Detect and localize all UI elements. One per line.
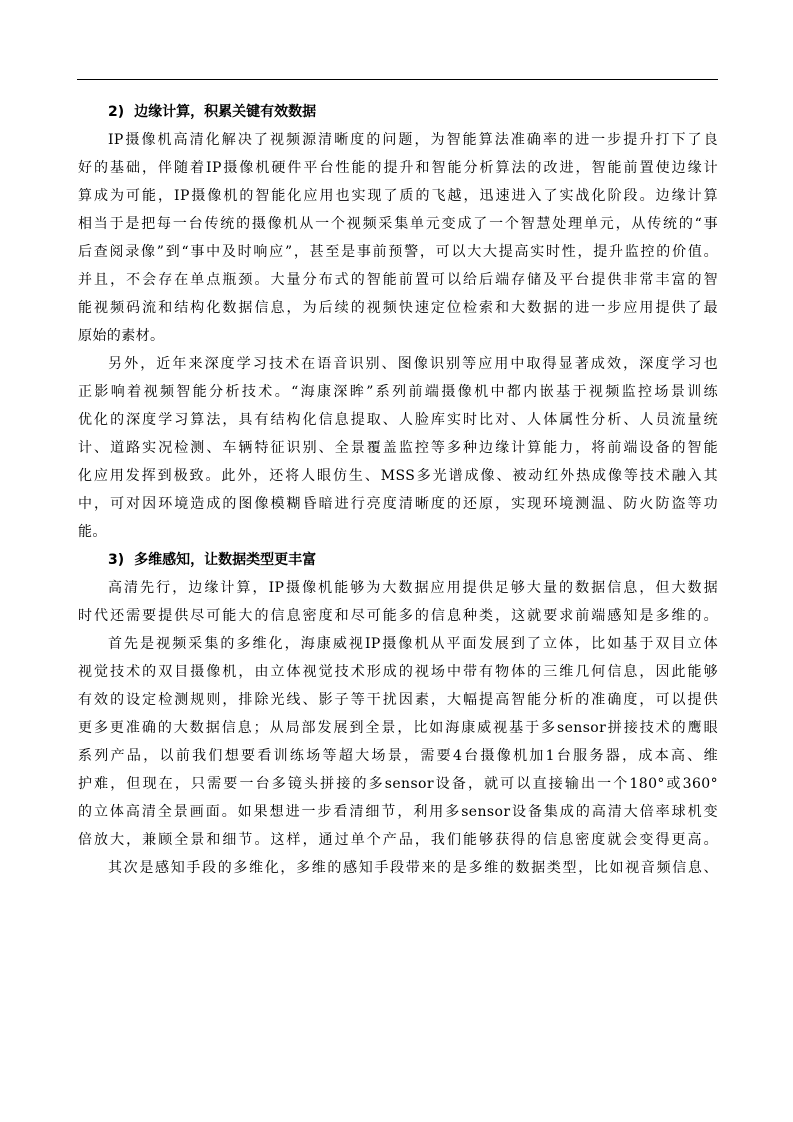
text-line: 高清先行，边缘计算，IP摄像机能够为大数据应用提供足够大量的数据信息，但大数据 bbox=[108, 580, 718, 596]
text-line: 有效的设定检测规则，排除光线、影子等干扰因素，大幅提高智能分析的准确度，可以提供 bbox=[78, 692, 718, 708]
text-line: 算成为可能，IP摄像机的智能化应用也实现了质的飞越，迅速进入了实战化阶段。边缘计算 bbox=[78, 188, 718, 204]
text-line: 原始的素材。 bbox=[78, 328, 165, 344]
text-line: 计、道路实况检测、车辆特征识别、全景覆盖监控等多种边缘计算能力，将前端设备的智能 bbox=[78, 440, 718, 456]
text-line: 系列产品，以前我们想要看训练场等超大场景，需要4台摄像机加1台服务器，成本高、维 bbox=[78, 748, 718, 764]
text-line: 时代还需要提供尽可能大的信息密度和尽可能多的信息种类，这就要求前端感知是多维的。 bbox=[78, 608, 718, 624]
text-line: 能视频码流和结构化数据信息，为后续的视频快速定位检索和大数据的进一步应用提供了最 bbox=[78, 300, 718, 316]
text-line: 并且，不会存在单点瓶颈。大量分布式的智能前置可以给后端存储及平台提供非常丰富的智 bbox=[78, 272, 718, 288]
text-line: 化应用发挥到极致。此外，还将人眼仿生、MSS多光谱成像、被动红外热成像等技术融入其 bbox=[78, 468, 718, 484]
text-line: IP摄像机高清化解决了视频源清晰度的问题，为智能算法准确率的进一步提升打下了良 bbox=[108, 132, 718, 148]
paragraph bbox=[78, 574, 718, 630]
text-line: 另外，近年来深度学习技术在语音识别、图像识别等应用中取得显著成效，深度学习也 bbox=[108, 356, 718, 372]
text-line: 能。 bbox=[78, 524, 107, 540]
text-line: 优化的深度学习算法，具有结构化信息提取、人脸库实时比对、人体属性分析、人员流量统 bbox=[78, 412, 718, 428]
text-line: 更多更准确的大数据信息；从局部发展到全景，比如海康威视基于多sensor拼接技术的鹰眼 bbox=[78, 720, 718, 736]
text-line: 中，可对因环境造成的图像模糊昏暗进行亮度清晰度的还原，实现环境测温、防火防盗等功 bbox=[78, 496, 718, 512]
section-title: 边缘计算，积累关键有效数据 bbox=[134, 104, 317, 120]
text-line: 相当于是把每一台传统的摄像机从一个视频采集单元变成了一个智慧处理单元，从传统的“事 bbox=[78, 216, 718, 232]
text-line: 其次是感知手段的多维化，多维的感知手段带来的是多维的数据类型，比如视音频信息、 bbox=[108, 860, 718, 876]
text-line: 视觉技术的双目摄像机，由立体视觉技术形成的视场中带有物体的三维几何信息，因此能够 bbox=[78, 664, 718, 680]
text-line: 倍放大，兼顾全景和细节。这样，通过单个产品，我们能够获得的信息密度就会变得更高。 bbox=[78, 832, 718, 848]
section-number: 3) bbox=[108, 552, 125, 568]
text-line: 好的基础，伴随着IP摄像机硬件平台性能的提升和智能分析算法的改进，智能前置使边缘计 bbox=[78, 160, 718, 176]
text-line: 的立体高清全景画面。如果想进一步看清细节，利用多sensor设备集成的高清大倍率球机变 bbox=[78, 804, 718, 820]
text-line: 后查阅录像”到“事中及时响应”，甚至是事前预警，可以大大提高实时性，提升监控的价值。 bbox=[78, 244, 718, 260]
text-line: 首先是视频采集的多维化，海康威视IP摄像机从平面发展到了立体，比如基于双目立体 bbox=[108, 636, 718, 652]
paragraph bbox=[78, 126, 718, 350]
header-rule bbox=[77, 79, 718, 80]
paragraph bbox=[78, 854, 718, 882]
section-heading-3 bbox=[108, 546, 718, 574]
paragraph bbox=[78, 350, 718, 546]
section-title: 多维感知，让数据类型更丰富 bbox=[134, 552, 317, 568]
paragraph bbox=[78, 630, 718, 854]
section-heading-2 bbox=[108, 98, 718, 126]
section-number: 2) bbox=[108, 104, 125, 120]
text-line: 正影响着视频智能分析技术。“海康深眸”系列前端摄像机中都内嵌基于视频监控场景训练 bbox=[78, 384, 718, 400]
text-line: 护难，但现在，只需要一台多镜头拼接的多sensor设备，就可以直接输出一个180°或360° bbox=[78, 776, 718, 792]
document-body bbox=[78, 98, 718, 882]
